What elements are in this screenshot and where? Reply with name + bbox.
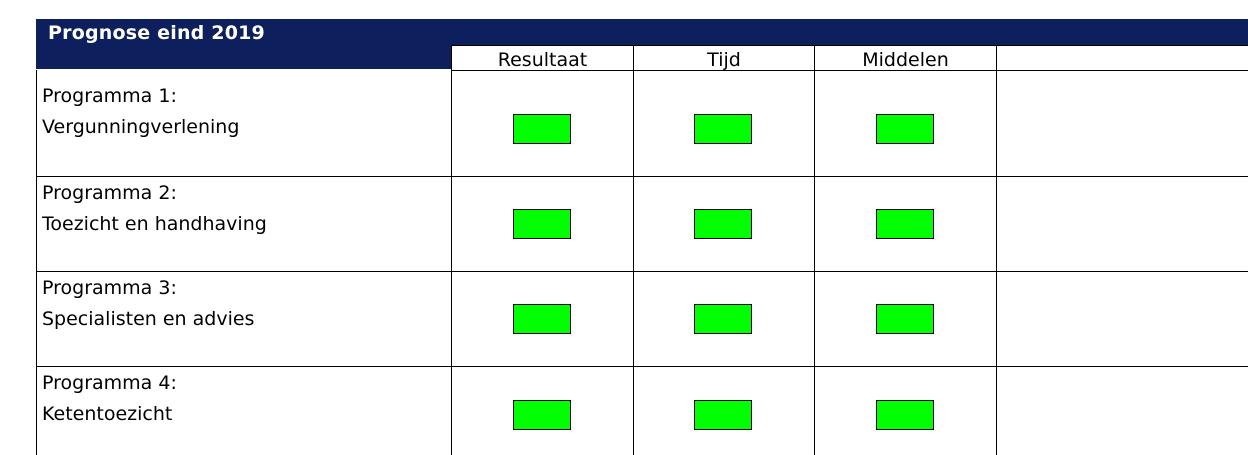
column-header-cell-empty bbox=[996, 45, 1248, 71]
row-2-middelen-status bbox=[876, 209, 934, 239]
row-4-resultaat-status bbox=[513, 400, 571, 430]
row-separator-2 bbox=[36, 271, 1248, 272]
grid-line-left bbox=[36, 70, 37, 455]
grid-line-col2 bbox=[633, 70, 634, 455]
row-4-program-number: Programma 4: bbox=[42, 372, 177, 394]
row-3-resultaat-status bbox=[513, 304, 571, 334]
row-4-tijd-status bbox=[694, 400, 752, 430]
column-header-middelen: Middelen bbox=[862, 49, 949, 71]
row-1-program-number: Programma 1: bbox=[42, 85, 177, 107]
row-2-label bbox=[42, 178, 267, 240]
column-header-tijd: Tijd bbox=[707, 49, 741, 71]
row-2-resultaat-status bbox=[513, 209, 571, 239]
row-1-resultaat-status bbox=[513, 114, 571, 144]
row-1-tijd-status bbox=[694, 114, 752, 144]
row-1-middelen-status bbox=[876, 114, 934, 144]
row-separator-3 bbox=[36, 366, 1248, 367]
row-3-program-name: Specialisten en advies bbox=[42, 308, 255, 330]
row-separator-1 bbox=[36, 176, 1248, 177]
table-title: Prognose eind 2019 bbox=[48, 22, 265, 44]
row-3-label bbox=[42, 273, 254, 335]
column-header-resultaat: Resultaat bbox=[497, 49, 588, 71]
grid-line-col1 bbox=[451, 70, 452, 455]
row-3-middelen-status bbox=[876, 304, 934, 334]
grid-line-col3 bbox=[814, 70, 815, 455]
row-4-label bbox=[42, 368, 177, 430]
grid-line-col4 bbox=[996, 70, 997, 455]
row-2-tijd-status bbox=[694, 209, 752, 239]
row-2-program-name: Toezicht en handhaving bbox=[42, 213, 267, 235]
row-1-program-name: Vergunningverlening bbox=[42, 116, 240, 138]
row-4-middelen-status bbox=[876, 400, 934, 430]
row-1-label bbox=[42, 81, 239, 143]
row-3-program-number: Programma 3: bbox=[42, 277, 177, 299]
row-4-program-name: Ketentoezicht bbox=[42, 403, 173, 425]
row-3-tijd-status bbox=[694, 304, 752, 334]
row-2-program-number: Programma 2: bbox=[42, 182, 177, 204]
